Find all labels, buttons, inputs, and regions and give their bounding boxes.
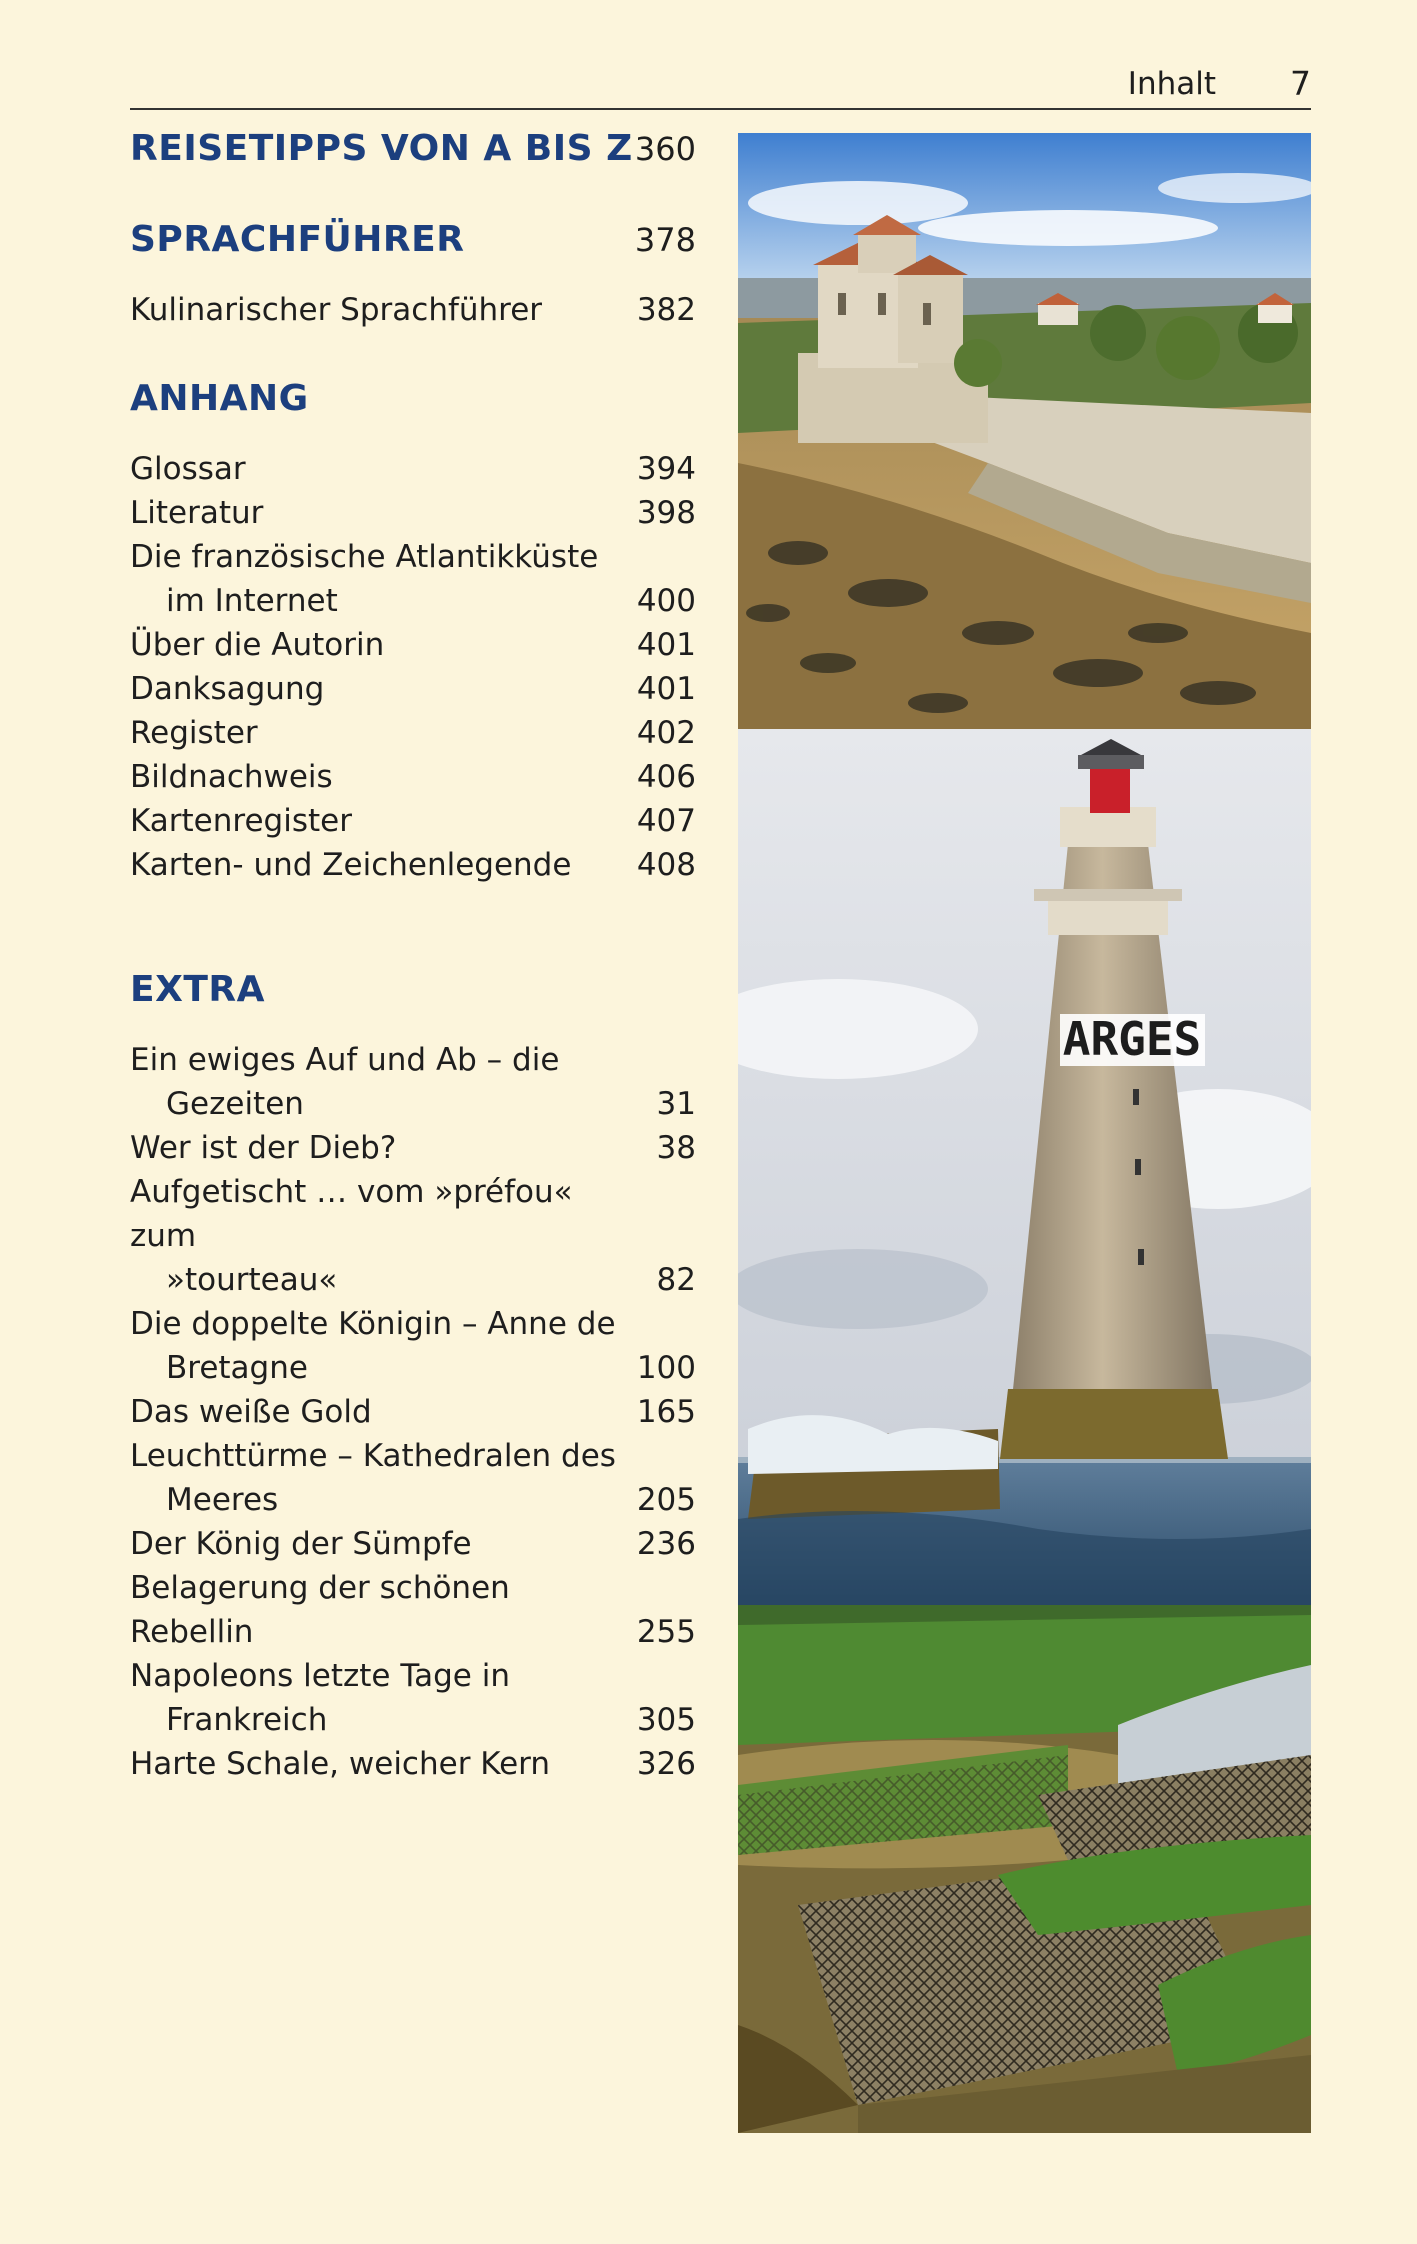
entry-title: Der König der Sümpfe bbox=[130, 1526, 472, 1562]
toc-entry[interactable] bbox=[130, 535, 696, 623]
toc-entry[interactable] bbox=[130, 799, 696, 843]
toc-entry[interactable] bbox=[130, 1434, 696, 1522]
toc-entry[interactable] bbox=[130, 491, 696, 535]
toc-entry[interactable] bbox=[130, 1742, 696, 1786]
heading-title: REISETIPPS VON A BIS Z bbox=[130, 128, 633, 169]
toc-heading-anhang bbox=[130, 378, 696, 419]
entry-line-2: Frankreich bbox=[166, 1702, 328, 1738]
entry-title bbox=[130, 1038, 645, 1126]
header-section-name: Inhalt bbox=[1127, 66, 1216, 102]
toc-heading-reisetipps[interactable] bbox=[130, 128, 696, 169]
entry-page: 398 bbox=[636, 495, 696, 531]
toc-entry[interactable] bbox=[130, 447, 696, 491]
entry-page: 401 bbox=[636, 627, 696, 663]
entry-line-1: Napoleons letzte Tage in bbox=[130, 1658, 510, 1694]
running-header bbox=[130, 64, 1311, 110]
lighthouse-illustration bbox=[738, 729, 1311, 1605]
entry-title: Kulinarischer Sprachführer bbox=[130, 292, 543, 328]
entry-line-1: Ein ewiges Auf und Ab – die bbox=[130, 1042, 560, 1078]
entry-line-2: Meeres bbox=[166, 1482, 279, 1518]
entry-page: 402 bbox=[636, 715, 696, 751]
entry-page: 255 bbox=[636, 1614, 696, 1650]
toc-entry[interactable] bbox=[130, 1038, 696, 1126]
entry-page: 100 bbox=[636, 1350, 696, 1386]
heading-title: EXTRA bbox=[130, 969, 265, 1010]
entry-title bbox=[130, 1434, 625, 1522]
entry-title: Danksagung bbox=[130, 671, 325, 707]
entry-title bbox=[130, 1302, 625, 1390]
entry-title: Kartenregister bbox=[130, 803, 352, 839]
entry-page: 408 bbox=[636, 847, 696, 883]
entry-title: Register bbox=[130, 715, 258, 751]
toc-entry[interactable] bbox=[130, 623, 696, 667]
entry-page: 165 bbox=[636, 1394, 696, 1430]
table-of-contents bbox=[130, 128, 696, 1786]
lighthouse-photo bbox=[738, 729, 1311, 1605]
entry-line-1: Die französische Atlantikküste bbox=[130, 539, 599, 575]
toc-entry[interactable] bbox=[130, 1654, 696, 1742]
entry-page: 205 bbox=[636, 1482, 696, 1518]
entry-page: 305 bbox=[636, 1702, 696, 1738]
entry-title bbox=[130, 535, 625, 623]
entry-title bbox=[130, 1654, 625, 1742]
extra-entries bbox=[130, 1038, 696, 1786]
entry-page: 82 bbox=[656, 1262, 696, 1298]
entry-page: 326 bbox=[636, 1746, 696, 1782]
toc-entry[interactable] bbox=[130, 755, 696, 799]
entry-title: Über die Autorin bbox=[130, 627, 385, 663]
entry-page: 407 bbox=[636, 803, 696, 839]
header-page-number: 7 bbox=[1290, 64, 1311, 103]
entry-title: Belagerung der schönen Rebellin bbox=[130, 1570, 510, 1650]
entry-title: Harte Schale, weicher Kern bbox=[130, 1746, 550, 1782]
toc-entry[interactable] bbox=[130, 667, 696, 711]
toc-entry[interactable] bbox=[130, 843, 696, 887]
entry-line-2: »tourteau« bbox=[166, 1262, 338, 1298]
toc-entry[interactable] bbox=[130, 1126, 696, 1170]
church-cliff-photo bbox=[738, 133, 1311, 729]
entry-title bbox=[130, 1170, 645, 1302]
entry-line-2: Gezeiten bbox=[166, 1086, 304, 1122]
heading-title: ANHANG bbox=[130, 378, 309, 419]
lighthouse-sign-text: ARGES bbox=[1062, 1012, 1202, 1066]
entry-page: 236 bbox=[636, 1526, 696, 1562]
oyster-beds-illustration bbox=[738, 1605, 1311, 2133]
entry-page: 38 bbox=[656, 1130, 696, 1166]
entry-title: Das weiße Gold bbox=[130, 1394, 372, 1430]
toc-entry[interactable] bbox=[130, 1566, 696, 1654]
entry-title: Wer ist der Dieb? bbox=[130, 1130, 397, 1166]
toc-heading-extra bbox=[130, 969, 696, 1010]
entry-page: 382 bbox=[636, 292, 696, 328]
entry-line-2: im Internet bbox=[166, 583, 338, 619]
entry-line-1: Aufgetischt … vom »préfou« zum bbox=[130, 1174, 573, 1254]
entry-title: Literatur bbox=[130, 495, 264, 531]
entry-line-1: Die doppelte Königin – Anne de bbox=[130, 1306, 616, 1342]
church-cliff-illustration bbox=[738, 133, 1311, 729]
toc-entry[interactable] bbox=[130, 1302, 696, 1390]
photo-strip bbox=[738, 133, 1311, 2133]
toc-entry[interactable] bbox=[130, 1390, 696, 1434]
toc-entry[interactable] bbox=[130, 288, 696, 332]
toc-entry[interactable] bbox=[130, 711, 696, 755]
entry-title: Karten- und Zeichenlegende bbox=[130, 847, 572, 883]
heading-page: 378 bbox=[634, 221, 696, 259]
entry-page: 406 bbox=[636, 759, 696, 795]
entry-page: 400 bbox=[636, 583, 696, 619]
entry-line-2: Bretagne bbox=[166, 1350, 308, 1386]
entry-title: Bildnachweis bbox=[130, 759, 333, 795]
toc-entry[interactable] bbox=[130, 1522, 696, 1566]
toc-entry[interactable] bbox=[130, 1170, 696, 1302]
heading-page: 360 bbox=[634, 130, 696, 168]
oyster-beds-photo bbox=[738, 1605, 1311, 2133]
entry-page: 31 bbox=[656, 1086, 696, 1122]
entry-page: 401 bbox=[636, 671, 696, 707]
entry-page: 394 bbox=[636, 451, 696, 487]
toc-heading-sprachfuehrer[interactable] bbox=[130, 219, 696, 260]
entry-title: Glossar bbox=[130, 451, 246, 487]
entry-line-1: Leuchttürme – Kathedralen des bbox=[130, 1438, 616, 1474]
anhang-entries bbox=[130, 447, 696, 887]
heading-title: SPRACHFÜHRER bbox=[130, 219, 465, 260]
